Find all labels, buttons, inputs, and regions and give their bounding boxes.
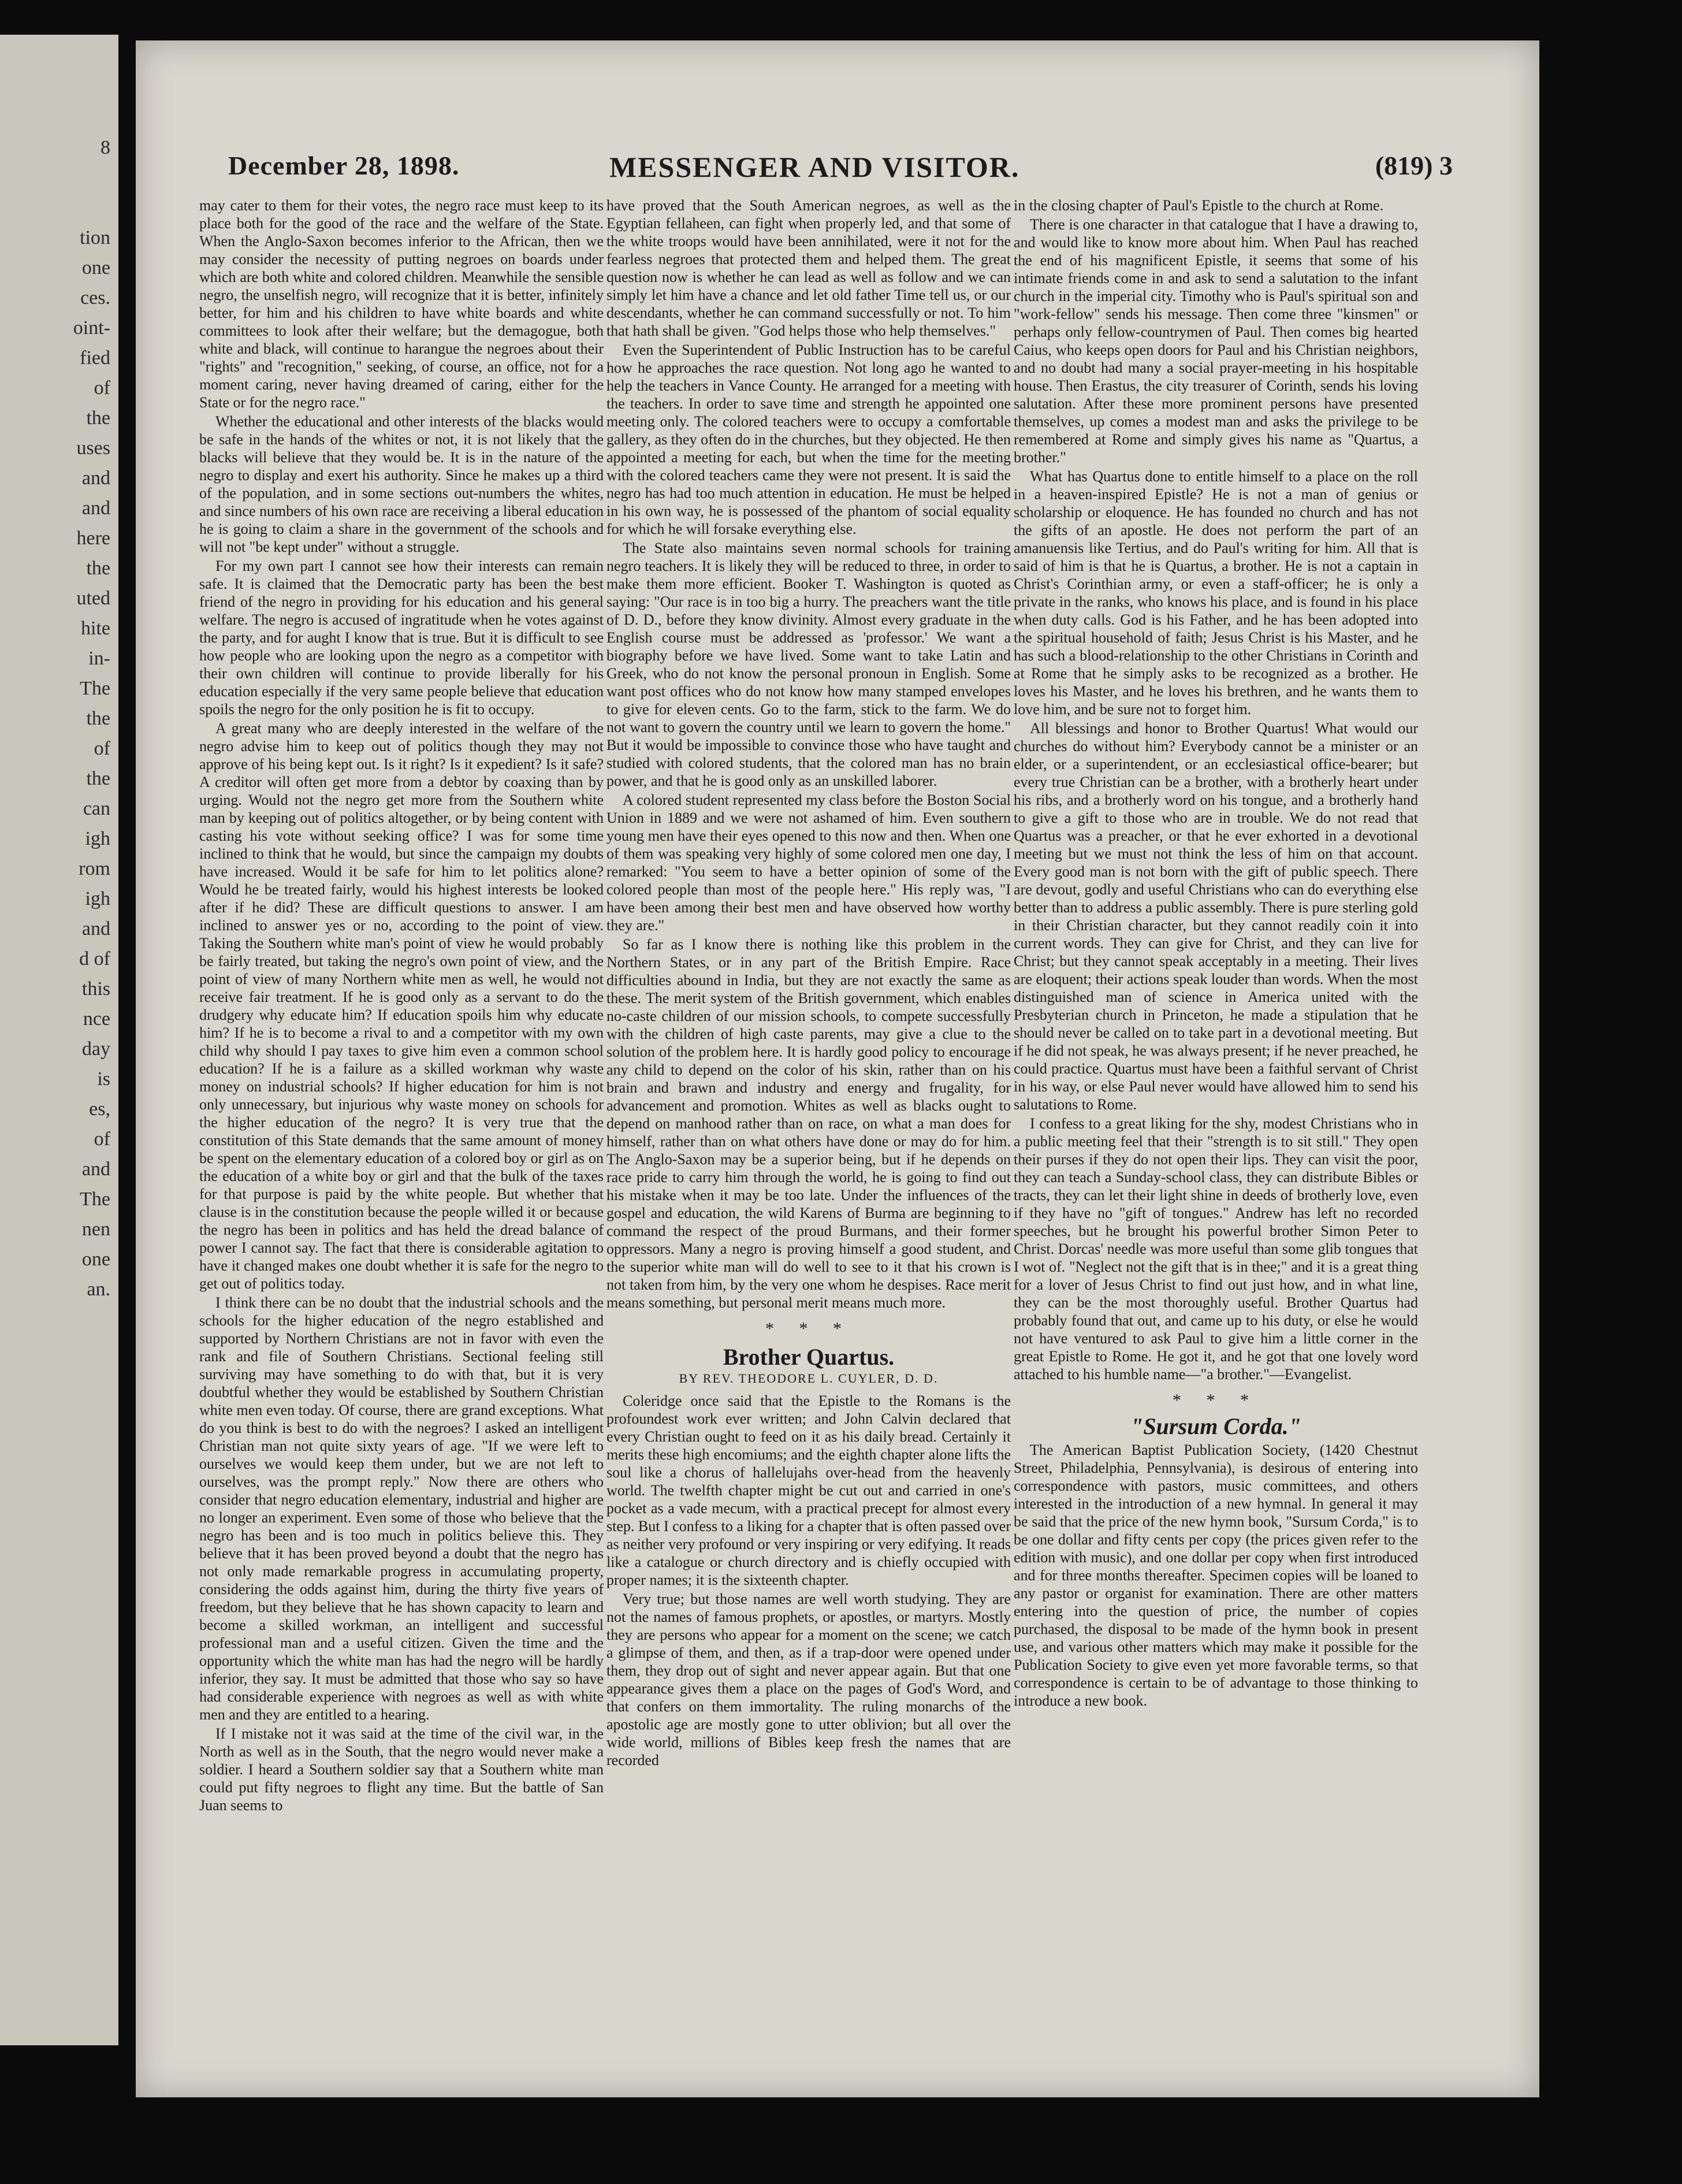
paragraph: A colored student represented my class before the Boston Social Union in 1889 and we were not ashamed of him. Even southern young men have their eyes opened to this now and then. When one of them was speaking very highly of some colored men one day, I remarked: "You seem to have a better opinion of some of the colored people than most of the people here." His reply was, "I have been among their best men and have observed how worthy they are." <box>606 792 1011 934</box>
paragraph: A great many who are deeply interested in the welfare of the negro advise him to keep out of politics though they may not approve of his being kept out. Is it right? Is it expedient? Is it safe? A creditor will often get more from a debtor by coaxing than by urging. Would not the negro get more from the Southern white man by keeping out of politics altogether, or by being content with casting his vote without seeking office? I was for some time inclined to think that he would, but since the campaign my doubts have increased. Would it be safe for him to let politics alone? Would he be treated fairly, would his highest interests be looked after if he did? These are difficult questions to answer. I am inclined to answer yes or no, according to the point of view. Taking the Southern white man's point of view he would probably be fairly treated, but taking the negro's own point of view, and the point of view of many Northern white men as well, he would not receive fair treatment. If he is good only as a servant to do the drudgery why educate him? If education spoils him why educate him? If he is to become a rival to and a competitor with my own child why should I pay taxes to give him even a common school education? If he is a failure as a skilled workman why waste money on industrial schools? If higher education for him is not only unnecessary, but injurious why waste money on schools for the higher education of the negro? It is very true that the constitution of this State demands that the same amount of money be spent on the elementary education of a colored boy or girl as on the education of a white boy or girl and that the bulk of the taxes for that purpose is paid by the white people. But whether that clause is in the constitution because the people willed it or because the negro has been in politics and has held the dread balance of power I cannot say. The fact that there is considerable agitation to have it changed makes one doubt whether it is safe for the negro to get out of politics today. <box>199 720 604 1292</box>
column-2 <box>606 196 1011 1941</box>
paragraph: The State also maintains seven normal schools for training negro teachers. It is likely they will be reduced to three, in order to make them more efficient. Booker T. Washington is quoted as saying: "Our race is in too big a hurry. The preachers want the title of D. D., before they know divinity. Almost every graduate in the English course must be addressed as 'professor.' We want a biography before we have lived. Some want to take Latin and Greek, who do not know the personal pronoun in English. Some want post offices who do not know how many stamped envelopes to give for eleven cents. Go to the farm, stick to the farm. We do not want to govern the country until we learn to govern the home." But it would be impossible to convince those who have taught and studied with colored students, that the colored man has no brain power, and that he is good only as an unskilled laborer. <box>606 540 1011 789</box>
paragraph: For my own part I cannot see how their interests can remain safe. It is claimed that the Democratic party has been the best friend of the negro in providing for his education and his general welfare. The negro is accused of ingratitude when he votes against the party, and for aught I know that is true. But it is difficult to see how people who are looking upon the negro as a competitor with their own children will continue to provide liberally for his education especially if the very same people believe that education spoils the negro for the only position he is fit to occupy. <box>199 558 604 718</box>
paragraph: So far as I know there is nothing like this problem in the Northern States, or in any part of the British Empire. Race difficulties abound in India, but they are not exactly the same as these. The merit system of the British government, which enables no-caste children of our mission schools, to compete successfully with the children of high caste parents, may give a clue to the solution of the problem here. It is hardly good policy to encourage any child to depend on the color of his skin, rather than on his brain and brawn and industry and energy and frugality, for advancement and promotion. Whites as well as blacks ought to depend on manhood rather than on race, on what a man does for himself, rather than on what others have done or may do for him. The Anglo-Saxon may be a superior being, but if he depends on race pride to carry him through the world, he is going to find out his mistake when it may be too late. Under the influences of the gospel and education, the wild Karens of Burma are beginning to command the respect of the proud Burmans, and their former oppressors. Many a negro is proving himself a good student, and the superior white man will do well to see to it that his crown is not taken from him, by the very one whom he despises. Race merit means something, but personal merit means much more. <box>606 936 1011 1311</box>
column-3 <box>1014 196 1418 1941</box>
section-ornament: * * * <box>765 1319 852 1338</box>
paragraph: The American Baptist Publication Society, (1420 Chestnut Street, Philadelphia, Pennsylvania), is desirous of entering into correspondence with pastors, music committees, and others interested in the introduction of a new hymnal. In general it may be said that the price of the new hymn book, "Sursum Corda," is to be one dollar and fifty cents per copy (the prices given refer to the edition with music), and one dollar per copy when first introduced and for three months thereafter. Specimen copies will be loaned to any pastor or organist for examination. There are other matters entering into the question of price, the number of copies purchased, the disposal to be made of the hymn book in present use, and various other matters which may make it possible for the Publication Society to give even yet more favorable terms, so that correspondence is certain to be of advantage to those thinking to introduce a new book. <box>1014 1442 1418 1709</box>
paragraph: have proved that the South American negroes, as well as the Egyptian fellaheen, can fight when properly led, and that some of the white troops would have been annihilated, were it not for the fearless negroes that protected them and helped them. The great question now is whether he can lead as well as follow and we can simply let him have a chance and let old father Time tell us, or our descendants, whether he can command successfully or not. To him that hath shall be given. "God helps those who help themselves." <box>606 197 1011 339</box>
paragraph: Coleridge once said that the Epistle to the Romans is the profoundest work ever written; and John Calvin declared that every Christian ought to feed on it as his daily bread. Certainly it merits these high encomiums; and the eighth chapter alone lifts the soul like a chorus of hallelujahs over-head from the heavenly world. The twelfth chapter might be cut out and carried in one's pocket as a vade mecum, with a practical precept for almost every step. But I confess to a liking for a chapter that is often passed over as neither very profound or very inspiring or very edifying. It reads like a catalogue or church directory and is chiefly occupied with proper names; it is the sixteenth chapter. <box>606 1392 1011 1588</box>
issue-date: December 28, 1898. <box>228 151 460 180</box>
page-header <box>136 150 1539 191</box>
adjacent-page-strip <box>0 35 118 2045</box>
adjacent-page-fragments: 8 tion one ces. oint- fied of the uses and and here the uted hite in- The the of the can igh rom igh and d of this nce day is es, of and The nen one an. <box>73 137 110 1300</box>
article-byline: BY REV. THEODORE L. CUYLER, D. D. <box>679 1371 939 1386</box>
masthead: MESSENGER AND VISITOR. <box>609 151 1020 183</box>
page-number: (819) 3 <box>1375 151 1453 180</box>
paragraph: What has Quartus done to entitle himself to a place on the roll in a heaven-inspired Epistle? He is not a man of genius or scholarship or eloquence. He has founded no church and has not the gifts of an apostle. He does not perform the part of an amanuensis like Tertius, and do Paul's writing for him. All that is said of him is that he is Quartus, a brother. He is not a captain in Christ's Corinthian army, or even a staff-officer; he is only a private in the ranks, who knows his place, and is found in his place when duty calls. God is his Father, and he has been adopted into the spiritual household of faith; Jesus Christ is his Master, and he has such a blood-relationship to the other Christians in Corinth and at Rome that he simply asks to be recognized as a brother. He loves his Master, and he loves his brethren, and he wants them to love him, and be sure not to forget him. <box>1014 468 1418 718</box>
article-title-brother-quartus: Brother Quartus. <box>723 1344 895 1370</box>
section-ornament: * * * <box>1173 1391 1259 1410</box>
paragraph: Whether the educational and other interests of the blacks would be safe in the hands of the whites or not, it is not likely that the blacks will believe that they would be. It is in the nature of the negro to display and exert his authority. Since he makes up a third of the population, and in some sections out-numbers the whites, and since numbers of his own race are receiving a liberal education he is going to claim a share in the government of the schools and will not "be kept under" without a struggle. <box>199 413 604 555</box>
paragraph: may cater to them for their votes, the negro race must keep to its place both for the good of the race and the welfare of the State. When the Anglo-Saxon becomes inferior to the African, then we may consider the necessity of putting negroes on boards under which are both white and colored children. Meanwhile the sensible negro, the unselfish negro, will recognize that it is better, infinitely better, for him and his children to have white boards and white committees to look after their welfare; but the demagogue, both white and black, will continue to harangue the negroes about their "rights" and "recognition," seeking, of course, an office, not for a moment caring, never having dreamed of caring, either for the State or for the negro race." <box>199 197 604 411</box>
paragraph: There is one character in that catalogue that I have a drawing to, and would like to know more about him. When Paul has reached the end of his magnificent Epistle, it seems that some of his intimate friends come in and ask to send a salutation to the infant church in the imperial city. Timothy who is Paul's spiritual son and "work-fellow" sends his message. Then come three "kinsmen" or perhaps only fellow-countrymen of Paul. Then comes big hearted Caius, who keeps open doors for Paul and his Christian neighbors, and no doubt had many a social prayer-meeting in his hospitable house. Then Erastus, the city treasurer of Corinth, sends his loving salutation. After these more prominent persons have presented themselves, up comes a modest man and asks the privilege to be remembered at Rome and simply gives his name as "Quartus, a brother." <box>1014 216 1418 466</box>
paragraph: Very true; but those names are well worth studying. They are not the names of famous prophets, or apostles, or martyrs. Mostly they are persons who appear for a moment on the scene; we catch a glimpse of them, and then, as if a trap-door were opened under them, they drop out of sight and never appear again. But that one appearance gives them a place on the pages of God's Word, and that confers on them immortality. The ruling monarchs of the apostolic age are mostly gone to utter oblivion; but all over the wide world, millions of Bibles keep fresh the names that are recorded <box>606 1591 1011 1769</box>
paragraph: Even the Superintendent of Public Instruction has to be careful how he approaches the race question. Not long ago he wanted to help the teachers in Vance County. He arranged for a meeting with the teachers. In order to save time and strength he appointed one meeting only. The colored teachers were to occupy a comfortable gallery, as they often do in the churches, but they objected. He then appointed a meeting for each, but when the time for the meeting with the colored teachers came they were not present. It is said the negro has had too much attention in education. He must be helped in his own way, he is possessed of the phantom of social equality for which he will forsake everything else. <box>606 341 1011 537</box>
newspaper-page <box>136 40 1539 2097</box>
column-1 <box>199 196 604 1941</box>
paragraph: in the closing chapter of Paul's Epistle to the church at Rome. <box>1014 197 1384 214</box>
article-title-sursum-corda: "Sursum Corda." <box>1130 1413 1301 1439</box>
paragraph: I confess to a great liking for the shy, modest Christians who in a public meeting feel that their "strength is to sit still." They open their purses if they do not open their lips. They can visit the poor, they can teach a Sunday-school class, they can distribute Bibles or tracts, they can let their light shine in deeds of brotherly love, even if they have no "gift of tongues." Andrew has left no recorded speeches, but he brought his powerful brother Simon Peter to Christ. Dorcas' needle was more useful than some glib tongues that I wot of. "Neglect not the gift that is in thee;" and it is a great thing for a lover of Jesus Christ to find out just how, and in what line, they can be the most thoroughly useful. Brother Quartus had probably found that out, and came up to his duty, or else he would not have ventured to ask Paul to give him a little corner in the great Epistle to Rome. He got it, and he got that one lovely word attached to his humble name—"a brother."—Evangelist. <box>1014 1115 1418 1383</box>
paragraph: If I mistake not it was said at the time of the civil war, in the North as well as in the South, that the negro would never make a soldier. I heard a Southern soldier say that a Southern white man could put fifty negroes to flight any time. But the battle of San Juan seems to <box>199 1725 604 1814</box>
paragraph: I think there can be no doubt that the industrial schools and the schools for the higher education of the negro established and supported by Northern Christians are not in favor with even the rank and file of Southern Christians. Sectional feeling still surviving may have something to do with that, but it is very doubtful whether they would be established by Southern Christian white men even today. Of course, there are grand exceptions. What do you think is best to do with the negroes? I asked an intelligent Christian man not quite sixty years of age. "If we were left to ourselves we would keep them under, but we are not left to ourselves, was the prompt reply." Now there are others who consider that negro education elementary, industrial and higher are no longer an experiment. Even some of those who believe that the negro has been and is too much in politics believe this. They believe that it has been proved beyond a doubt that the negro has not only made remarkable progress in accumulating property, considering the odds against him, during the thirty five years of freedom, but they believe that he has shown capacity to learn and become a skilled workman, an intelligent and successful professional man and a useful citizen. Given the time and the opportunity which the white man has had the negro will be hardly inferior, they say. It must be admitted that those who say so have had considerable experience with negroes as well as with white men and they are entitled to a hearing. <box>199 1294 604 1723</box>
paragraph: All blessings and honor to Brother Quartus! What would our churches do without him? Everybody cannot be a minister or an elder, or a superintendent, or an ecclesiastical office-bearer; but every true Christian can be a brother, with a brotherly heart under his ribs, and a brotherly word on his tongue, and a brotherly hand to give a gift to those who are in trouble. We do not read that Quartus was a preacher, or that he ever exhorted in a devotional meeting but we must not think the less of him on that account. Every good man is not born with the gift of public speech. There are devout, godly and useful Christians who can do everything else better than to address a public assembly. There is pure sterling gold in their Christian character, but they cannot readily coin it into current words. They can give for Christ, and they can live for Christ; but they cannot speak acceptably in a meeting. Their lives are eloquent; their actions speak louder than words. When the most distinguished man of science in America united with the Presbyterian church in Princeton, he made a stipulation that he should never be called on to take part in a devotional meeting. But if he did not speak, he was always present; if he never preached, he could practice. Quartus must have been a faithful servant of Christ in his way, or else Paul never would have allowed him to send his salutations to Rome. <box>1014 720 1418 1113</box>
